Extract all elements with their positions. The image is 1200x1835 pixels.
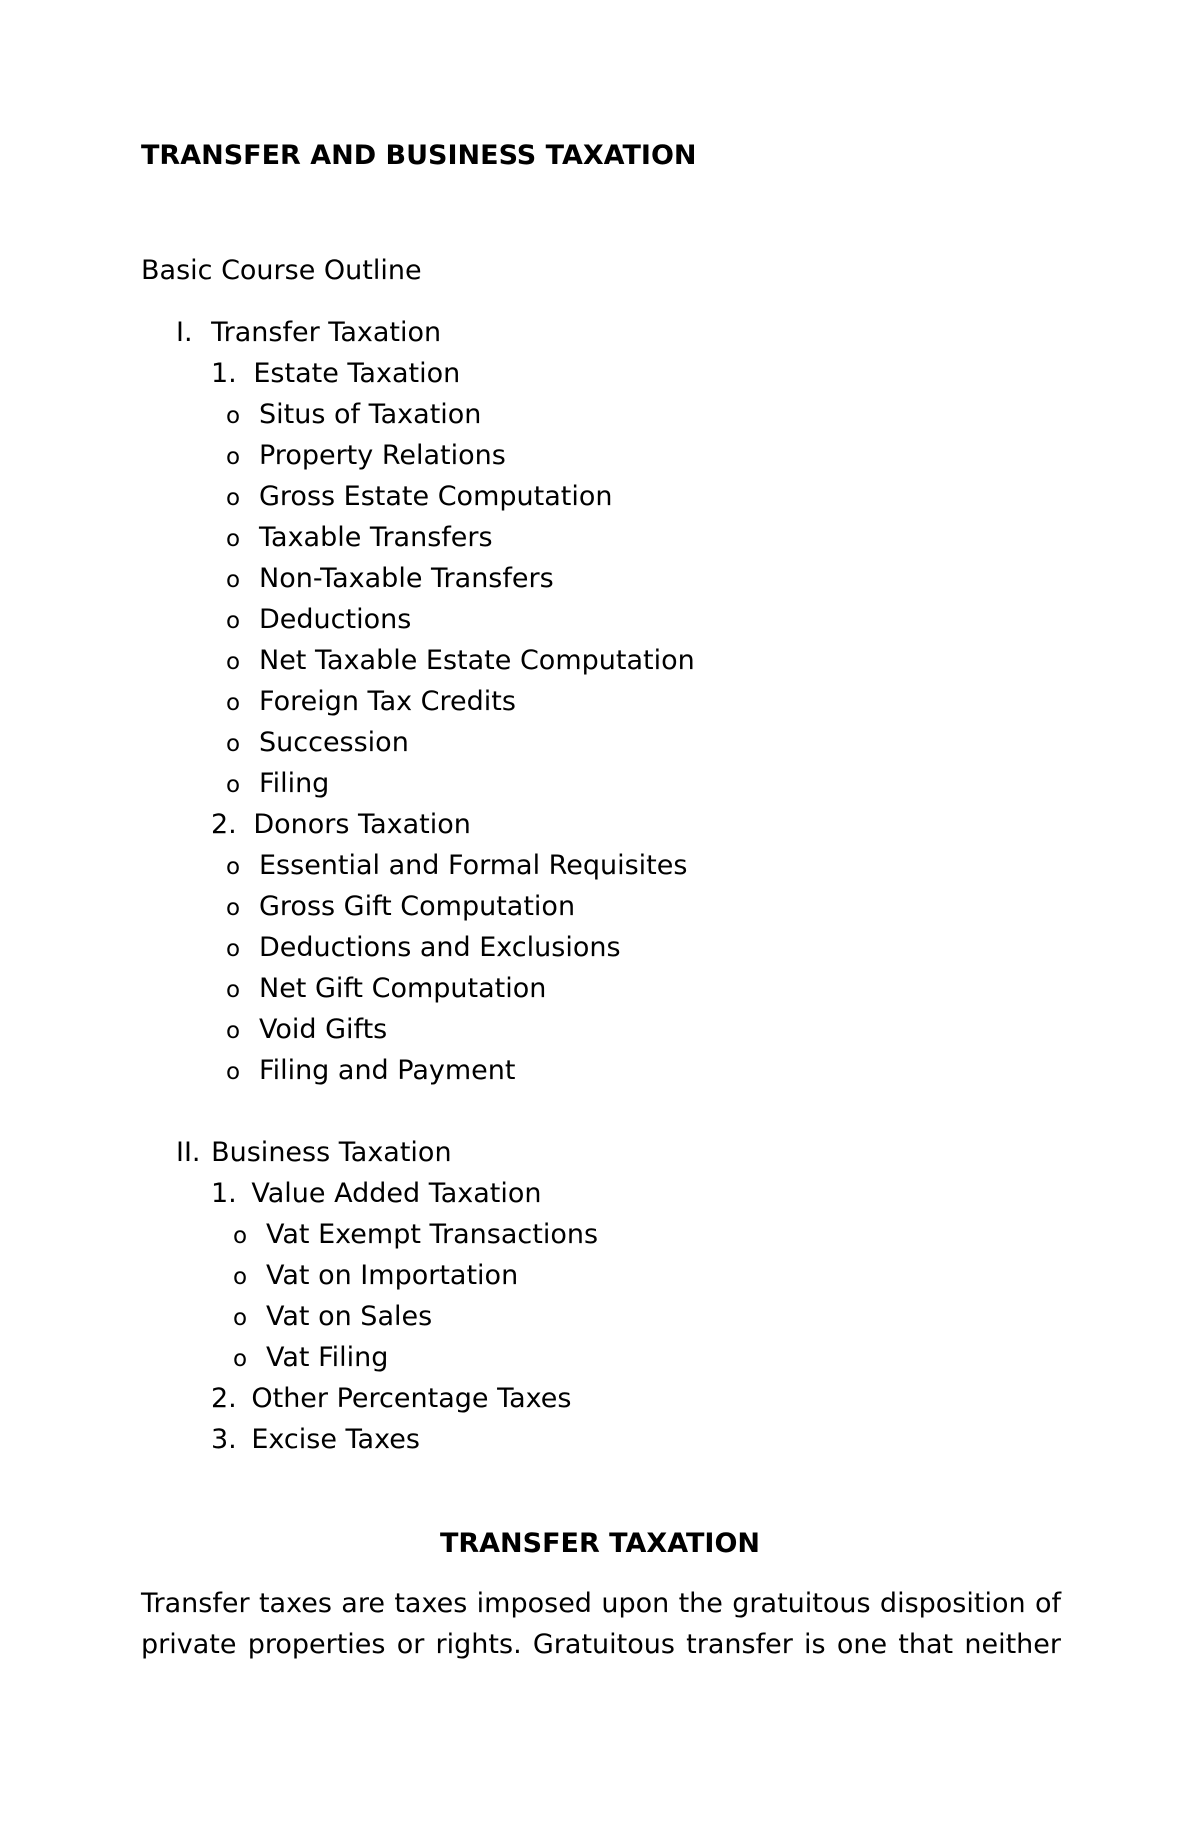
bullet-marker: o — [226, 1059, 241, 1085]
bullet-marker: o — [226, 567, 241, 593]
outline-item — [226, 1050, 516, 1091]
outline-text: Vat on Importation — [266, 1260, 519, 1291]
outline-item — [226, 476, 612, 517]
outline-item — [226, 599, 411, 640]
outline-text: Deductions — [259, 604, 412, 635]
outline-text: Donors Taxation — [253, 809, 471, 840]
outline-text: Transfer Taxation — [211, 317, 442, 348]
outline-text: Value Added Taxation — [251, 1178, 542, 1209]
bullet-marker: o — [226, 649, 241, 675]
outline-text: Taxable Transfers — [259, 522, 493, 553]
outline-item — [226, 681, 516, 722]
bullet-marker: o — [226, 608, 241, 634]
outline-item — [226, 1009, 387, 1050]
outline-heading: Basic Course Outline — [141, 255, 422, 286]
paragraph-line: private properties or rights. Gratuitous transfer is one that neither — [141, 1629, 1061, 1660]
outline-item — [211, 1378, 571, 1419]
outline-text: Succession — [259, 727, 409, 758]
bullet-marker: o — [226, 895, 241, 921]
outline-text: Essential and Formal Requisites — [259, 850, 688, 881]
outline-marker: 1. — [211, 1178, 237, 1209]
outline-item — [211, 804, 471, 845]
outline-item — [233, 1214, 598, 1255]
body-paragraph — [141, 1583, 1061, 1665]
outline-text: Void Gifts — [259, 1014, 388, 1045]
outline-text: Foreign Tax Credits — [259, 686, 516, 717]
bullet-marker: o — [233, 1305, 248, 1331]
outline-text: Vat Filing — [266, 1342, 389, 1373]
bullet-marker: o — [226, 977, 241, 1003]
outline-text: Non-Taxable Transfers — [259, 563, 554, 594]
outline-item — [176, 1132, 452, 1173]
outline-item — [226, 886, 575, 927]
outline-item — [176, 312, 441, 353]
outline-text: Situs of Taxation — [259, 399, 482, 430]
outline-item — [233, 1255, 518, 1296]
outline-item — [226, 845, 687, 886]
outline-item — [226, 517, 493, 558]
outline-text: Estate Taxation — [253, 358, 461, 389]
bullet-marker: o — [226, 731, 241, 757]
outline-item — [226, 722, 409, 763]
outline-item — [226, 558, 554, 599]
outline-item — [211, 1419, 420, 1460]
section-heading: TRANSFER TAXATION — [439, 1528, 761, 1559]
bullet-marker: o — [226, 1018, 241, 1044]
outline-marker: 2. — [211, 809, 237, 840]
outline-item — [226, 927, 621, 968]
outline-text: Business Taxation — [211, 1137, 452, 1168]
bullet-marker: o — [226, 444, 241, 470]
paragraph-line: Transfer taxes are taxes imposed upon the gratuitous disposition of — [141, 1588, 1061, 1619]
outline-text: Filing and Payment — [259, 1055, 516, 1086]
outline-text: Excise Taxes — [251, 1424, 420, 1455]
outline-item — [226, 763, 329, 804]
bullet-marker: o — [226, 854, 241, 880]
outline-item — [226, 394, 481, 435]
outline-item — [226, 968, 546, 1009]
outline-marker: II. — [176, 1137, 201, 1168]
outline-marker: 1. — [211, 358, 237, 389]
outline-text: Vat Exempt Transactions — [266, 1219, 599, 1250]
bullet-marker: o — [233, 1223, 248, 1249]
outline-text: Deductions and Exclusions — [259, 932, 621, 963]
bullet-marker: o — [226, 526, 241, 552]
bullet-marker: o — [233, 1264, 248, 1290]
bullet-marker: o — [233, 1346, 248, 1372]
bullet-marker: o — [226, 403, 241, 429]
outline-text: Filing — [259, 768, 330, 799]
bullet-marker: o — [226, 690, 241, 716]
outline-marker: 2. — [211, 1383, 237, 1414]
outline-marker: I. — [176, 317, 193, 348]
outline-item — [233, 1337, 388, 1378]
bullet-marker: o — [226, 936, 241, 962]
bullet-marker: o — [226, 772, 241, 798]
outline-item — [226, 435, 506, 476]
outline-text: Other Percentage Taxes — [251, 1383, 572, 1414]
outline-item — [211, 353, 460, 394]
outline-text: Net Taxable Estate Computation — [259, 645, 695, 676]
outline-item — [226, 640, 695, 681]
bullet-marker: o — [226, 485, 241, 511]
outline-text: Property Relations — [259, 440, 506, 471]
outline-marker: 3. — [211, 1424, 237, 1455]
outline-text: Gross Gift Computation — [259, 891, 576, 922]
outline-text: Gross Estate Computation — [259, 481, 613, 512]
outline-text: Net Gift Computation — [259, 973, 547, 1004]
document-title: TRANSFER AND BUSINESS TAXATION — [141, 140, 697, 171]
outline-item — [211, 1173, 542, 1214]
outline-text: Vat on Sales — [266, 1301, 433, 1332]
outline-item — [233, 1296, 432, 1337]
